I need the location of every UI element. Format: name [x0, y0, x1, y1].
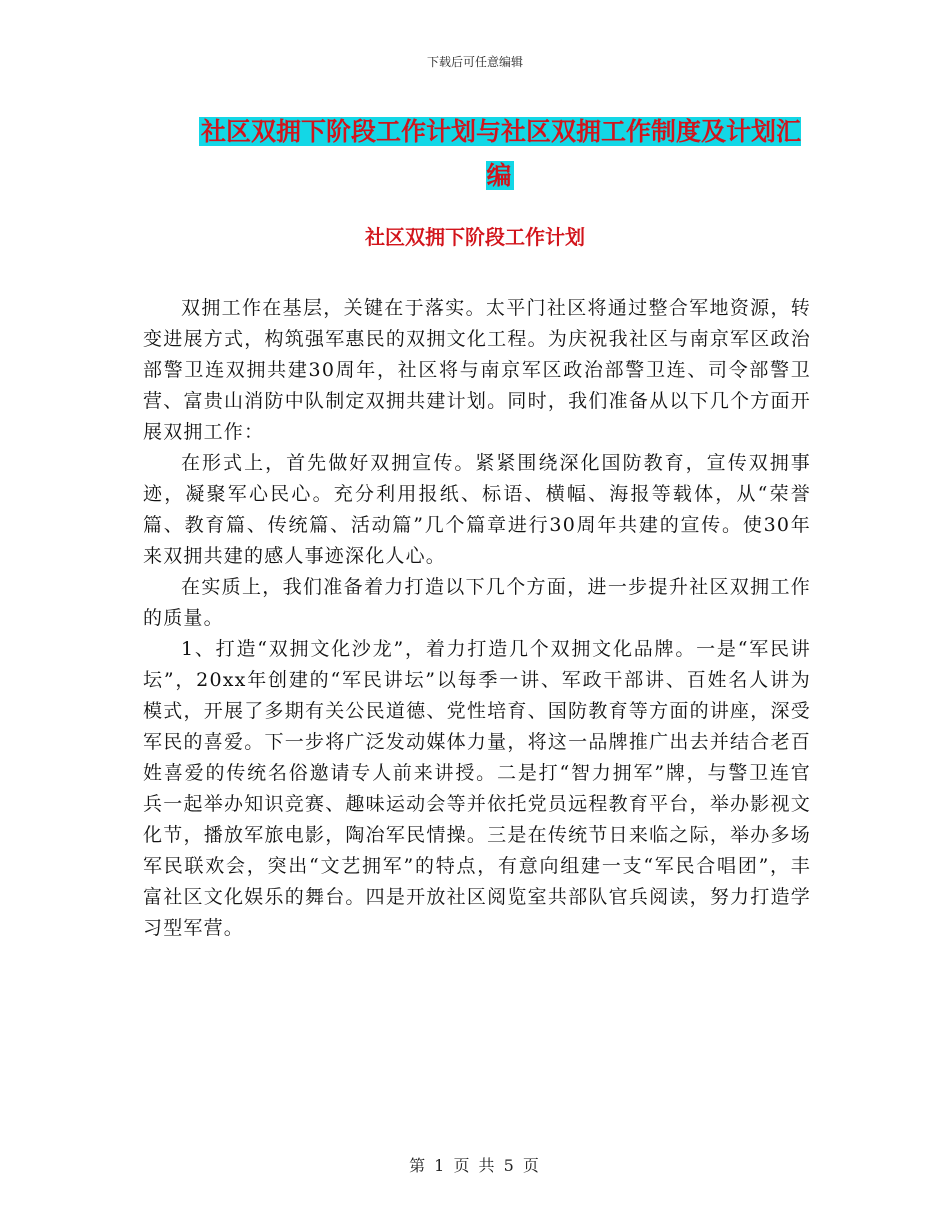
- paragraph-substance: 在实质上，我们准备着力打造以下几个方面，进一步提升社区双拥工作的质量。: [143, 576, 811, 629]
- paragraph-item-1: 1、打造“双拥文化沙龙”，着力打造几个双拥文化品牌。一是“军民讲坛”，20xx年创建的“军民讲坛”以每季一讲、军政干部讲、百姓名人讲为模式，开展了多期有关公民道德、党性培育、国防教育等方面的讲座，深受军民的喜爱。下一步将广泛发动媒体力量，将这一品牌推广出去并结合老百姓喜爱的传统名俗邀请专人前来讲授。二是打“智力拥军”牌，与警卫连官兵一起举办知识竞赛、趣味运动会等并依托党员远程教育平台，举办影视文化节，播放军旅电影，陶冶军民情操。三是在传统节日来临之际，举办多场军民联欢会，突出“文艺拥军”的特点，有意向组建一支“军民合唱团”，丰富社区文化娱乐的舞台。四是开放社区阅览室共部队官兵阅读，努力打造学习型军营。: [143, 638, 811, 939]
- document-title: [190, 110, 810, 198]
- document-title-text: 社区双拥下阶段工作计划与社区双拥工作制度及计划汇编: [200, 117, 801, 190]
- page-number: 第 1 页 共 5 页: [409, 1156, 541, 1175]
- document-body: [143, 293, 811, 944]
- paragraph-form: 在形式上，首先做好双拥宣传。紧紧围绕深化国防教育，宣传双拥事迹，凝聚军心民心。充分利用报纸、标语、横幅、海报等载体，从“荣誉篇、教育篇、传统篇、活动篇”几个篇章进行30周年共建的宣传。使30年来双拥共建的感人事迹深化人心。: [143, 452, 811, 567]
- paragraph-intro: 双拥工作在基层，关键在于落实。太平门社区将通过整合军地资源，转变进展方式，构筑强军惠民的双拥文化工程。为庆祝我社区与南京军区政治部警卫连双拥共建30周年，社区将与南京军区政治部警卫连、司令部警卫营、富贵山消防中队制定双拥共建计划。同时，我们准备从以下几个方面开展双拥工作：: [143, 297, 811, 443]
- header-note: 下载后可任意编辑: [426, 55, 523, 69]
- section-title: 社区双拥下阶段工作计划: [365, 225, 585, 249]
